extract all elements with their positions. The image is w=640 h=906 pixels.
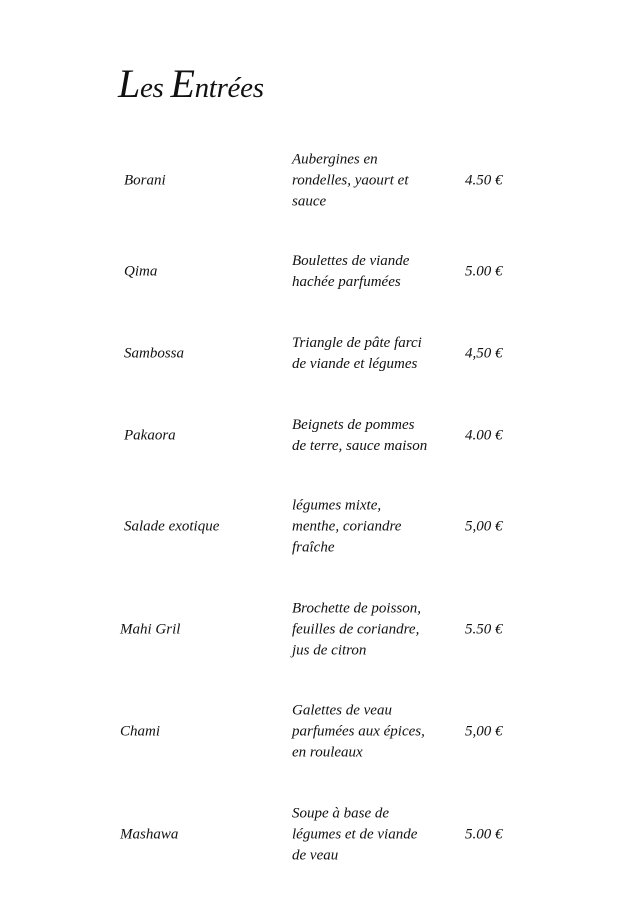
title-part-1: es (139, 72, 171, 104)
item-description: Brochette de poisson, feuilles de coriandre, jus de citron (292, 600, 422, 659)
title-initial-e: E (170, 61, 195, 106)
item-price: 4.50 € (465, 172, 503, 189)
item-name: Chami (120, 723, 161, 740)
item-name: Salade exotique (124, 518, 220, 535)
item-description: Soupe à base de légumes et de viande de veau (292, 805, 418, 864)
item-description: légumes mixte, menthe, coriandre fraîche (292, 497, 402, 556)
page-title (118, 61, 264, 106)
item-name: Borani (124, 172, 166, 189)
item-price: 5,00 € (465, 723, 503, 740)
title-part-2: ntrées (194, 72, 264, 104)
item-name: Mashawa (120, 826, 179, 843)
item-name: Pakaora (124, 427, 176, 444)
item-name: Mahi Gril (120, 621, 181, 638)
item-description: Beignets de pommes de terre, sauce maison (292, 417, 428, 454)
item-description: Galettes de veau parfumées aux épices, en rouleaux (292, 702, 425, 761)
item-price: 4.00 € (465, 427, 503, 444)
item-description: Boulettes de viande hachée parfumées (292, 253, 410, 290)
item-name: Sambossa (124, 345, 185, 362)
item-description: Aubergines en rondelles, yaourt et sauce (292, 151, 409, 210)
title-initial-l: L (118, 61, 140, 106)
item-price: 4,50 € (465, 345, 503, 362)
item-price: 5.50 € (465, 621, 503, 638)
item-price: 5.00 € (465, 263, 503, 280)
item-price: 5,00 € (465, 518, 503, 535)
item-name: Qima (124, 263, 158, 280)
item-price: 5.00 € (465, 826, 503, 843)
item-description: Triangle de pâte farci de viande et légumes (292, 335, 422, 372)
